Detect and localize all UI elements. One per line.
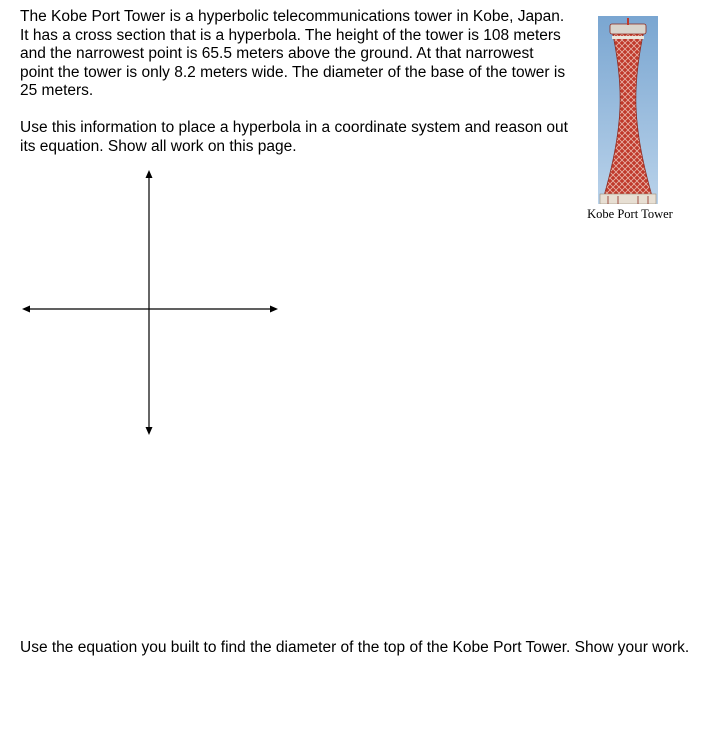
x-axis-arrow-left [22, 306, 30, 313]
task-diameter-instructions: Use the equation you built to find the diameter of the top of the Kobe Port Tower. Show your work. [20, 639, 690, 656]
problem-intro: The Kobe Port Tower is a hyperbolic telecommunications tower in Kobe, Japan. It has a cross section that is a hyperbola. The height of the tower is 108 meters and the narrowest point is 65.5 meters above the ground. At that narrowest point the tower is only 8.2 meters wide. The diameter of the base of the tower is 25 meters. [20, 8, 566, 100]
kobe-port-tower-photo [598, 16, 658, 204]
task-equation-instructions: Use this information to place a hyperbola in a coordinate system and reason out its equation. Show all work on this page. [20, 119, 568, 155]
y-axis-arrow-up [146, 170, 153, 178]
tower-top-band [612, 36, 644, 39]
tower-antenna [627, 18, 629, 25]
x-axis-arrow-right [270, 306, 278, 313]
tower-base [600, 194, 656, 204]
tower-top-deck [610, 24, 646, 34]
y-axis-arrow-down [146, 427, 153, 435]
photo-caption: Kobe Port Tower [587, 207, 673, 221]
